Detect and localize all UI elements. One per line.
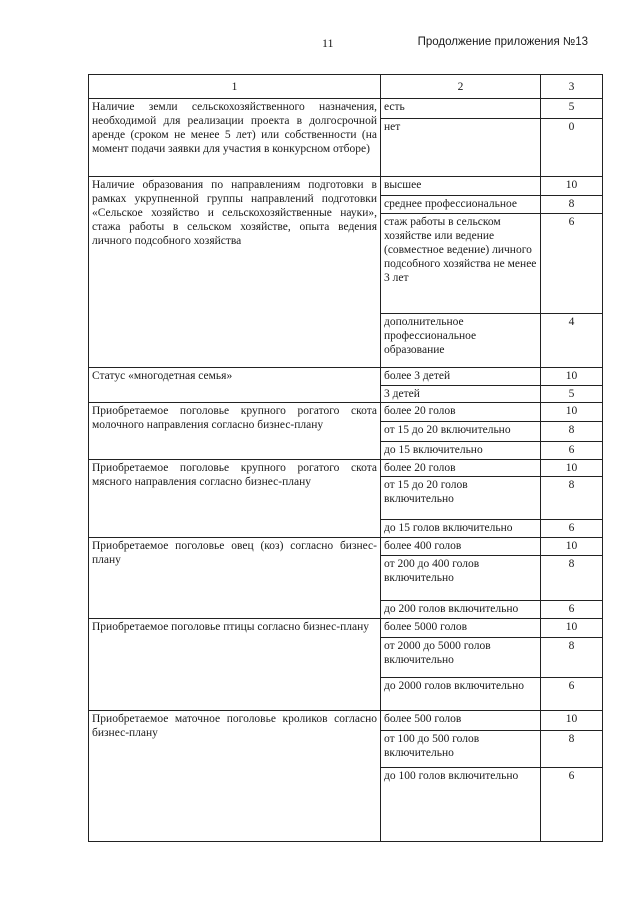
option-label-cell: более 500 голов [381,711,541,731]
option-label-cell: до 15 включительно [381,442,541,460]
option-label-cell: нет [381,119,541,177]
score-cell: 4 [541,314,603,368]
option-label-cell: до 2000 голов включительно [381,678,541,711]
column-header-1: 1 [89,75,381,99]
score-cell: 6 [541,214,603,314]
option-label-cell: среднее профессиональное [381,196,541,214]
option-label-cell: от 100 до 500 голов включительно [381,731,541,768]
option-label-cell: более 20 голов [381,403,541,422]
table-row [89,177,603,196]
option-label-cell: более 20 голов [381,460,541,477]
option-label-cell: дополнительное профессиональное образование [381,314,541,368]
option-label-cell: 3 детей [381,386,541,403]
table-row [89,538,603,556]
score-cell: 8 [541,477,603,520]
option-label-cell: до 15 голов включительно [381,520,541,538]
score-cell: 10 [541,368,603,386]
criteria-table-body [89,75,603,842]
criterion-cell: Наличие земли сельскохозяйственного назначения, необходимой для реализации проекта в долгосрочной аренде (сроком не менее 5 лет) или собственности (на момент подачи заявки для участия в конкурсном отборе) [89,99,381,177]
option-label-cell: более 3 детей [381,368,541,386]
table-row [89,99,603,119]
score-cell: 0 [541,119,603,177]
criterion-cell: Приобретаемое поголовье овец (коз) согласно бизнес-плану [89,538,381,619]
criterion-cell: Приобретаемое поголовье крупного рогатого скота мясного направления согласно бизнес-плану [89,460,381,538]
criterion-cell: Наличие образования по направлениям подготовки в рамках укрупненной группы направлений подготовки «Сельское хозяйство и сельскохозяйственные науки», стажа работы в сельском хозяйстве, опыта ведения личного подсобного хозяйства [89,177,381,368]
score-cell: 6 [541,520,603,538]
option-label-cell: от 15 до 20 включительно [381,422,541,442]
option-label-cell: высшее [381,177,541,196]
criterion-cell: Приобретаемое поголовье птицы согласно бизнес-плану [89,619,381,711]
table-row [89,460,603,477]
criterion-cell: Приобретаемое поголовье крупного рогатого скота молочного направления согласно бизнес-плану [89,403,381,460]
score-cell: 10 [541,711,603,731]
option-label-cell: более 5000 голов [381,619,541,638]
score-cell: 8 [541,196,603,214]
table-row [89,403,603,422]
score-cell: 5 [541,386,603,403]
option-label-cell: до 200 голов включительно [381,601,541,619]
option-label-cell: от 2000 до 5000 голов включительно [381,638,541,678]
score-cell: 10 [541,177,603,196]
option-label-cell: до 100 голов включительно [381,768,541,842]
score-cell: 6 [541,601,603,619]
score-cell: 10 [541,538,603,556]
option-label-cell: от 200 до 400 голов включительно [381,556,541,601]
criterion-cell: Приобретаемое маточное поголовье кроликов согласно бизнес-плану [89,711,381,842]
option-label-cell: есть [381,99,541,119]
score-cell: 10 [541,619,603,638]
table-row [89,368,603,386]
criteria-table [88,74,603,842]
column-header-2: 2 [381,75,541,99]
option-label-cell: стаж работы в сельском хозяйстве или ведение (совместное ведение) личного подсобного хозяйства не менее 3 лет [381,214,541,314]
score-cell: 8 [541,556,603,601]
score-cell: 5 [541,99,603,119]
score-cell: 8 [541,731,603,768]
header-row [89,75,603,99]
score-cell: 6 [541,768,603,842]
table-row [89,619,603,638]
criterion-cell: Статус «многодетная семья» [89,368,381,403]
score-cell: 10 [541,460,603,477]
page-number: 11 [322,36,334,50]
score-cell: 6 [541,678,603,711]
option-label-cell: более 400 голов [381,538,541,556]
column-header-3: 3 [541,75,603,99]
score-cell: 8 [541,638,603,678]
table-row [89,711,603,731]
score-cell: 10 [541,403,603,422]
option-label-cell: от 15 до 20 голов включительно [381,477,541,520]
page-caption: Продолжение приложения №13 [417,36,588,48]
score-cell: 6 [541,442,603,460]
score-cell: 8 [541,422,603,442]
